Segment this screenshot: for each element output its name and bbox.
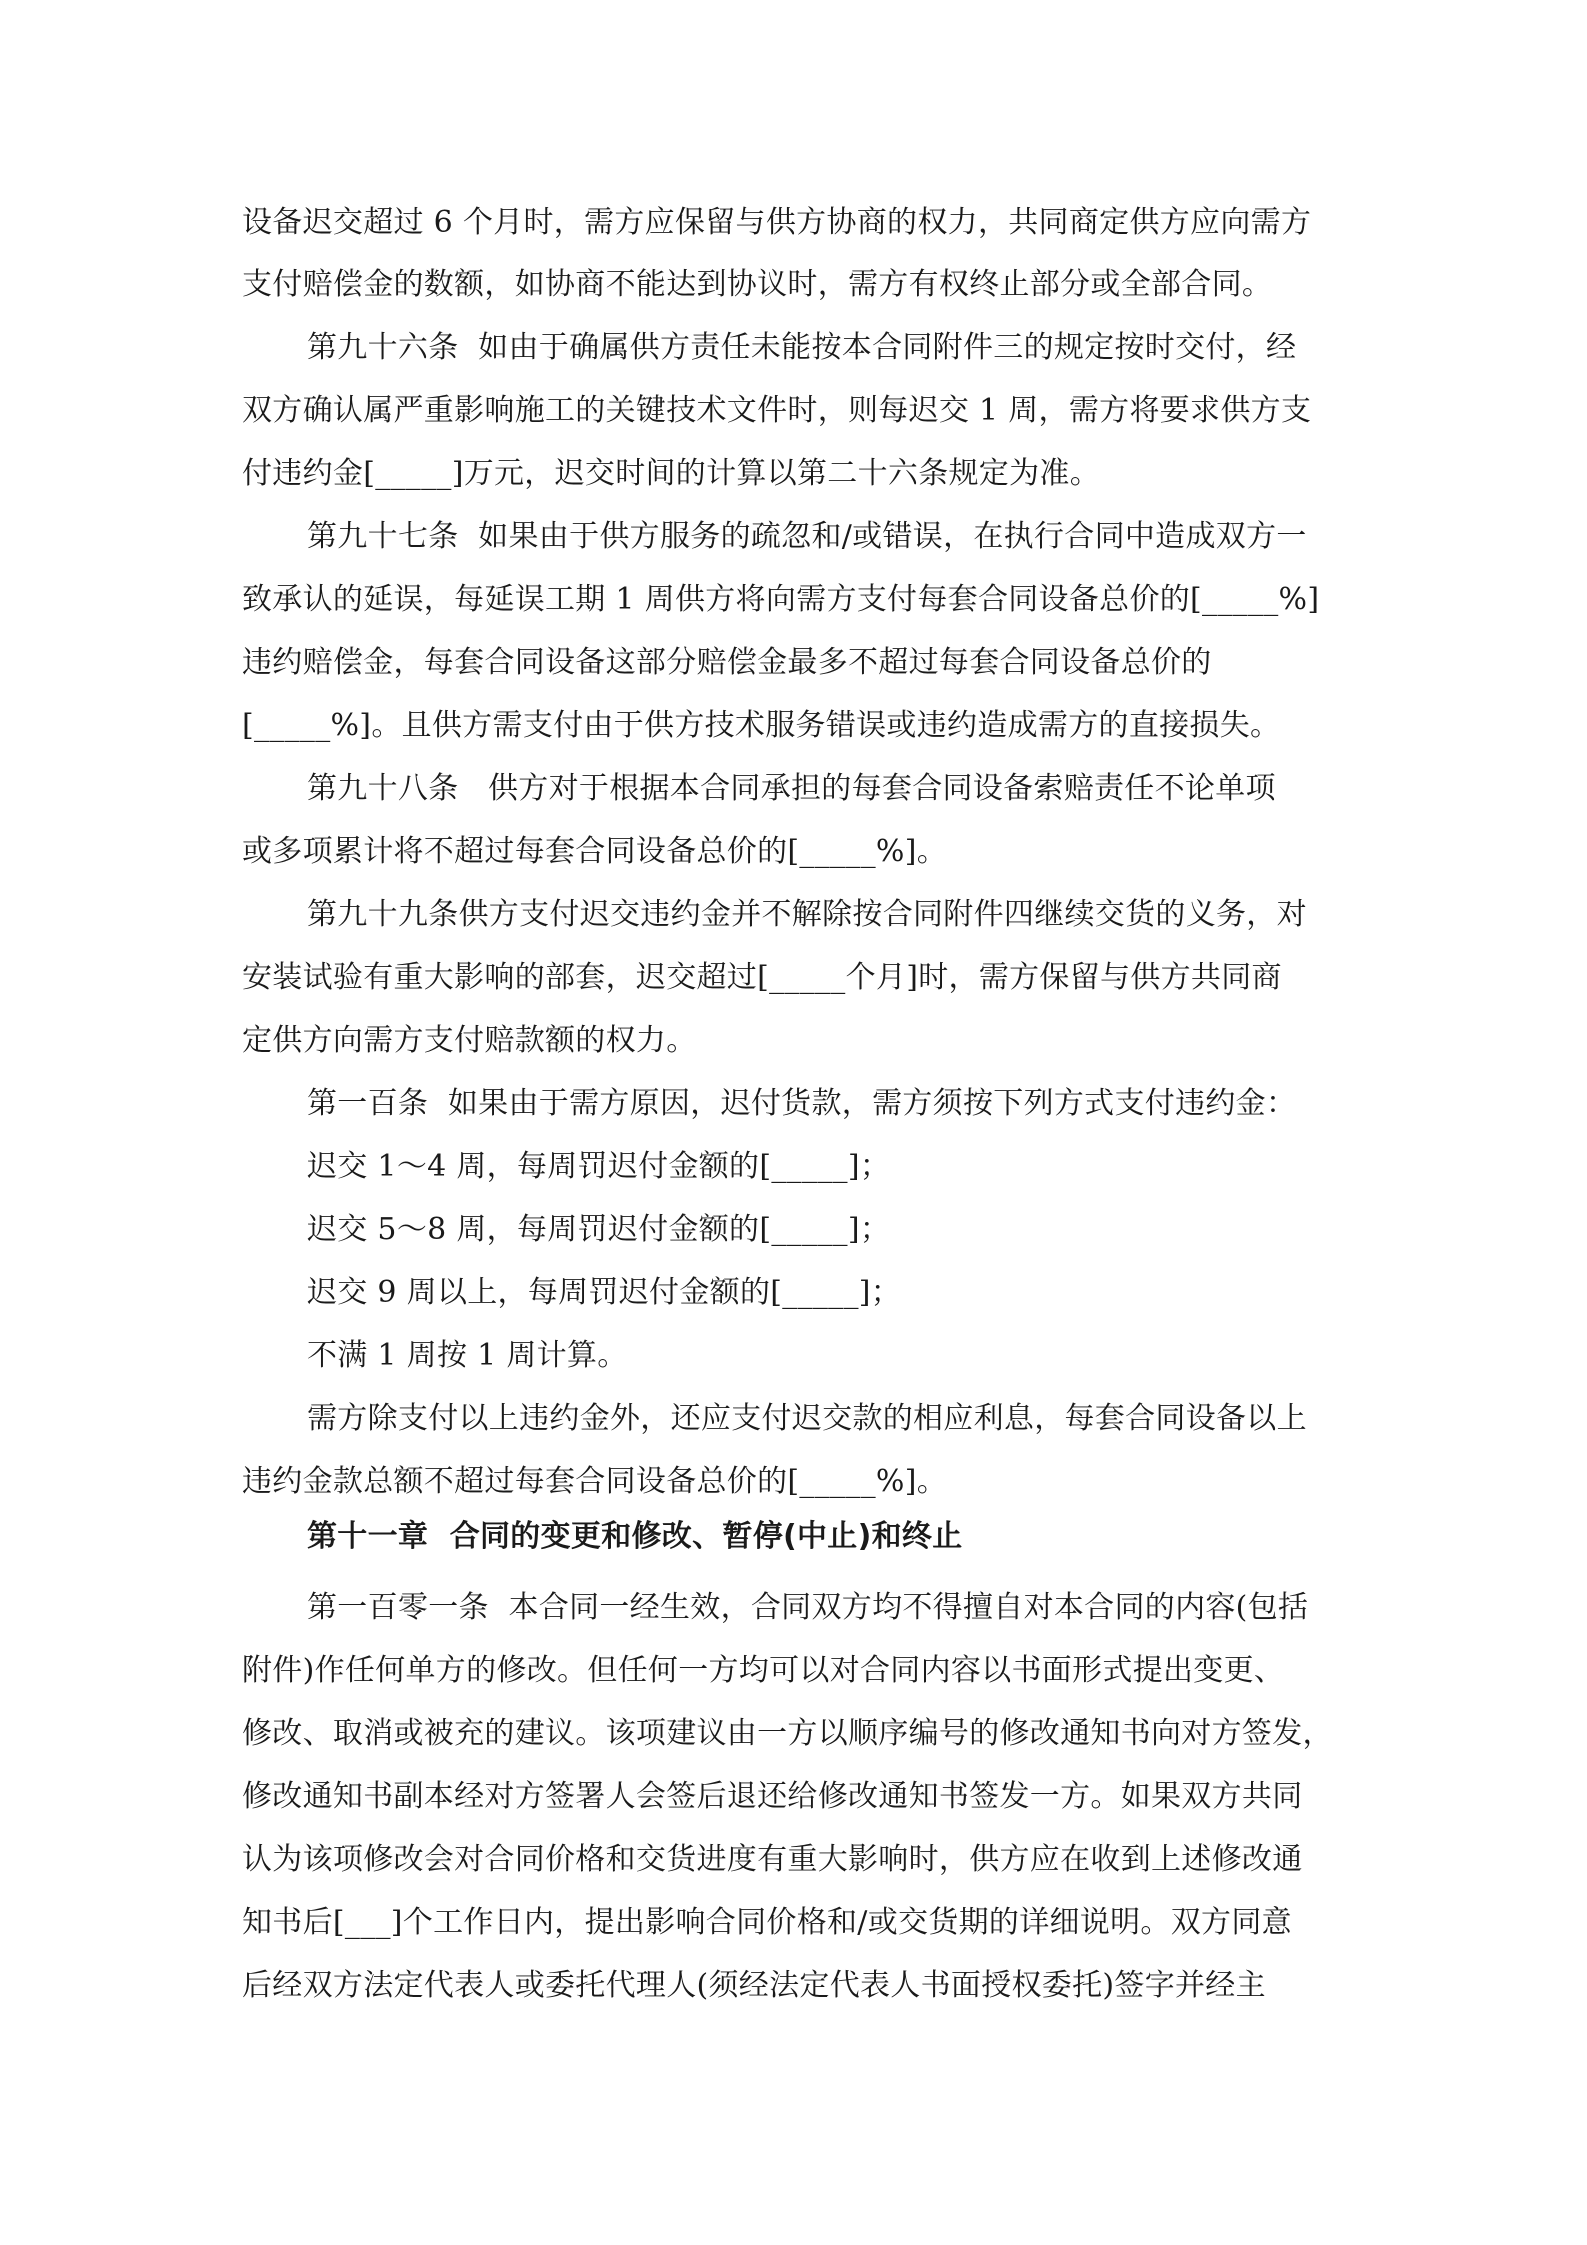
text-line: 或多项累计将不超过每套合同设备总价的[_____%]。	[242, 834, 948, 869]
article-97-line: 第九十七条 如果由于供方服务的疏忽和/或错误，在执行合同中造成双方一	[307, 519, 1307, 554]
text-line: 致承认的延误，每延误工期 1 周供方将向需方支付每套合同设备总价的[_____%]	[242, 582, 1320, 617]
text-line: 知书后[___]个工作日内，提出影响合同价格和/或交货期的详细说明。双方同意	[242, 1905, 1292, 1940]
article-98-line: 第九十八条 供方对于根据本合同承担的每套合同设备索赔责任不论单项	[307, 771, 1276, 806]
text-line: 后经双方法定代表人或委托代理人(须经法定代表人书面授权委托)签字并经主	[242, 1968, 1266, 2003]
text-line: 定供方向需方支付赔款额的权力。	[242, 1023, 697, 1058]
text-line: 违约赔偿金，每套合同设备这部分赔偿金最多不超过每套合同设备总价的	[242, 645, 1212, 680]
text-line: 设备迟交超过 6 个月时，需方应保留与供方协商的权力，共同商定供方应向需方	[242, 205, 1312, 240]
text-line: 支付赔偿金的数额，如协商不能达到协议时，需方有权终止部分或全部合同。	[242, 267, 1273, 302]
article-101-line: 第一百零一条 本合同一经生效，合同双方均不得擅自对本合同的内容(包括	[307, 1590, 1309, 1625]
text-line: 违约金款总额不超过每套合同设备总价的[_____%]。	[242, 1464, 948, 1499]
text-line: 安装试验有重大影响的部套，迟交超过[_____个月]时，需方保留与供方共同商	[242, 960, 1282, 995]
text-line: 附件)作任何单方的修改。但任何一方均可以对合同内容以书面形式提出变更、	[242, 1653, 1285, 1688]
text-line: 修改通知书副本经对方签署人会签后退还给修改通知书签发一方。如果双方共同	[242, 1779, 1303, 1814]
article-100-line: 第一百条 如果由于需方原因，迟付货款，需方须按下列方式支付违约金：	[307, 1086, 1297, 1121]
text-line: [_____%]。且供方需支付由于供方技术服务错误或违约造成需方的直接损失。	[242, 708, 1281, 743]
text-line: 修改、取消或被充的建议。该项建议由一方以顺序编号的修改通知书向对方签发，	[242, 1716, 1333, 1751]
text-line: 双方确认属严重影响施工的关键技术文件时，则每迟交 1 周，需方将要求供方支	[242, 393, 1312, 428]
penalty-note: 不满 1 周按 1 周计算。	[307, 1338, 628, 1373]
text-line: 需方除支付以上违约金外，还应支付迟交款的相应利息，每套合同设备以上	[307, 1401, 1307, 1436]
penalty-item: 迟交 1～4 周，每周罚迟付金额的[_____]；	[307, 1149, 891, 1184]
chapter-11-heading: 第十一章 合同的变更和修改、暂停(中止)和终止	[307, 1519, 963, 1554]
penalty-item: 迟交 9 周以上，每周罚迟付金额的[_____]；	[307, 1275, 902, 1310]
text-line: 认为该项修改会对合同价格和交货进度有重大影响时，供方应在收到上述修改通	[242, 1842, 1303, 1877]
penalty-item: 迟交 5～8 周，每周罚迟付金额的[_____]；	[307, 1212, 891, 1247]
article-99-line: 第九十九条供方支付迟交违约金并不解除按合同附件四继续交货的义务，对	[307, 897, 1307, 932]
article-96-line: 第九十六条 如由于确属供方责任未能按本合同附件三的规定按时交付，经	[307, 330, 1297, 365]
text-line: 付违约金[_____]万元，迟交时间的计算以第二十六条规定为准。	[242, 456, 1101, 491]
